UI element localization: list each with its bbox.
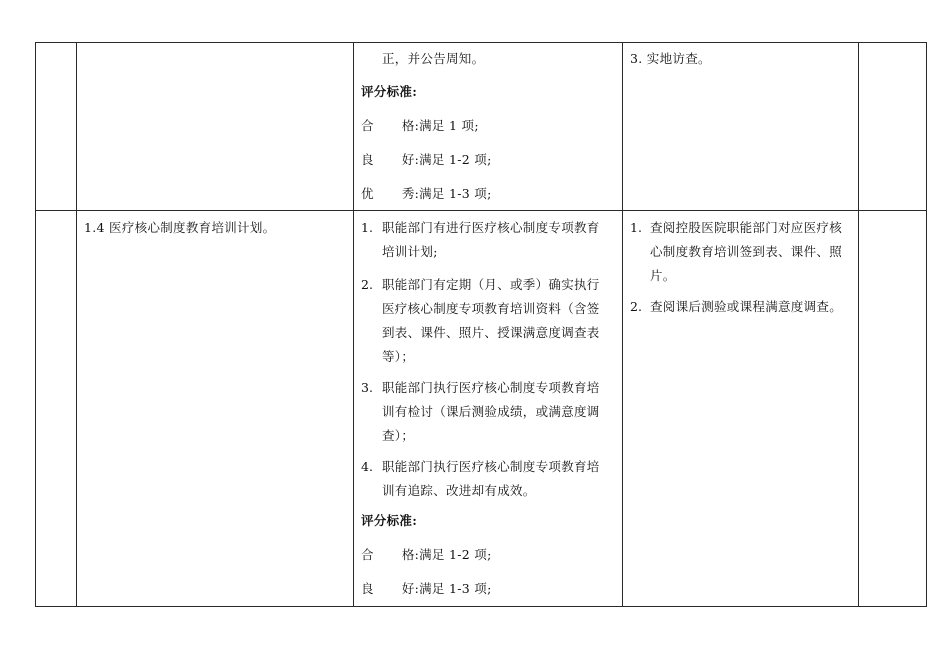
method-number-1: 1.: [630, 220, 642, 235]
table-top-border: [35, 42, 927, 43]
score-char: 合: [361, 547, 374, 562]
criteria-number-4: 4.: [361, 459, 373, 474]
row-divider: [35, 210, 927, 211]
method-text-1: [650, 216, 842, 288]
score-desc: 秀:满足 1-3 项;: [401, 186, 492, 201]
criteria-number-1: 1.: [361, 220, 373, 235]
criteria-line: 职能部门有进行医疗核心制度专项教育: [382, 220, 600, 235]
table-bottom-border: [35, 606, 927, 607]
score-char: 优: [361, 186, 374, 201]
criteria-line: 等）；: [382, 349, 415, 364]
score-desc: 好:满足 1-2 项;: [401, 152, 492, 167]
score-char: 良: [361, 152, 374, 167]
method-number-2: 2.: [630, 299, 642, 314]
score-rank-b: [361, 152, 492, 168]
item-title: 1.4 医疗核心制度教育培训计划。: [84, 220, 276, 235]
col-border-1: [76, 42, 77, 607]
criteria-line: 职能部门有定期（月、或季）确实执行: [382, 277, 600, 292]
col-border-4: [858, 42, 859, 607]
method-line: 片。: [650, 268, 676, 283]
method-item-3: 3. 实地访查。: [630, 51, 711, 66]
criteria-line: 医疗核心制度专项教育培训资料（含签: [382, 301, 600, 316]
col-border-2: [353, 42, 354, 607]
scoring-label: 评分标准:: [361, 84, 418, 99]
criteria-line: 训有追踪、改进却有成效。: [382, 483, 536, 498]
score-rank-c: [361, 186, 492, 202]
method-line: 查阅课后测验或课程满意度调查。: [650, 299, 843, 314]
col-border-0: [35, 42, 36, 607]
criteria-text-continued: 正，并公告周知。: [382, 51, 485, 66]
score-char: 良: [361, 581, 374, 596]
criteria-line: 查）；: [382, 428, 415, 443]
criteria-line: 培训计划;: [382, 244, 438, 259]
method-text-2: [650, 295, 842, 319]
score-desc: 格:满足 1 项;: [401, 118, 479, 133]
criteria-text-3: [382, 376, 600, 448]
score-rank-b: [361, 581, 492, 597]
score-desc: 好:满足 1-3 项;: [401, 581, 492, 596]
criteria-line: 训有检讨（课后测验成绩，或满意度调: [382, 404, 600, 419]
criteria-line: 到表、课件、照片、授课满意度调查表: [382, 325, 600, 340]
col-border-3: [622, 42, 623, 607]
criteria-line: 职能部门执行医疗核心制度专项教育培: [382, 380, 600, 395]
criteria-line: 职能部门执行医疗核心制度专项教育培: [382, 459, 600, 474]
criteria-number-2: 2.: [361, 277, 373, 292]
score-char: 合: [361, 118, 374, 133]
criteria-text-2: [382, 273, 600, 369]
criteria-text-1: [382, 216, 600, 264]
criteria-text-4: [382, 455, 600, 503]
score-rank-a: [361, 547, 492, 563]
criteria-number-3: 3.: [361, 380, 373, 395]
method-line: 心制度教育培训签到表、课件、照: [650, 244, 843, 259]
scoring-label: 评分标准:: [361, 513, 418, 528]
score-desc: 格:满足 1-2 项;: [401, 547, 492, 562]
score-rank-a: [361, 118, 479, 134]
method-line: 查阅控股医院职能部门对应医疗核: [650, 220, 843, 235]
col-border-5: [926, 42, 927, 607]
